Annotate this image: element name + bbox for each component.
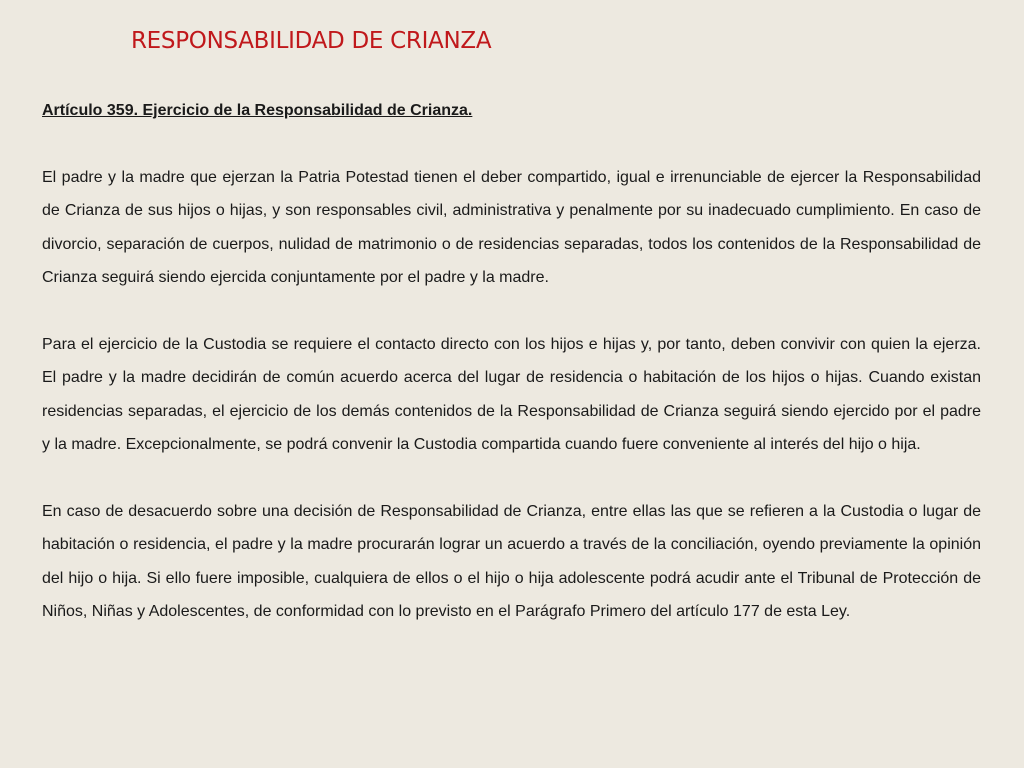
paragraph-patria-potestad: El padre y la madre que ejerzan la Patria Potestad tienen el deber compartido, igual e irrenunciable de ejercer la Responsabilidad de Crianza de sus hijos o hijas, y son responsables civil, administrativa y penalmente por su inadecuado cumplimiento. En caso de divorcio, separación de cuerpos, nulidad de matrimonio o de residencias separadas, todos los contenidos de la Responsabilidad de Crianza seguirá siendo ejercida conjuntamente por el padre y la madre. <box>42 168 981 286</box>
article-heading: Artículo 359. Ejercicio de la Responsabilidad de Crianza. <box>42 102 473 119</box>
slide-title: RESPONSABILIDAD DE CRIANZA <box>131 28 492 54</box>
paragraph-custodia: Para el ejercicio de la Custodia se requiere el contacto directo con los hijos e hijas y, por tanto, deben convivir con quien la ejerza. El padre y la madre decidirán de común acuerdo acerca del lugar de residencia o habitación de los hijos o hijas. Cuando existan residencias separadas, el ejercicio de los demás contenidos de la Responsabilidad de Crianza seguirá siendo ejercido por el padre y la madre. Excepcionalmente, se podrá convenir la Custodia compartida cuando fuere conveniente al interés del hijo o hija. <box>42 335 981 453</box>
paragraph-desacuerdo: En caso de desacuerdo sobre una decisión de Responsabilidad de Crianza, entre ellas las que se refieren a la Custodia o lugar de habitación o residencia, el padre y la madre procurarán lograr un acuerdo a través de la conciliación, oyendo previamente la opinión del hijo o hija. Si ello fuere imposible, cualquiera de ellos o el hijo o hija adolescente podrá acudir ante el Tribunal de Protección de Niños, Niñas y Adolescentes, de conformidad con lo previsto en el Parágrafo Primero del artículo 177 de esta Ley. <box>42 502 981 620</box>
article-body <box>42 94 981 629</box>
